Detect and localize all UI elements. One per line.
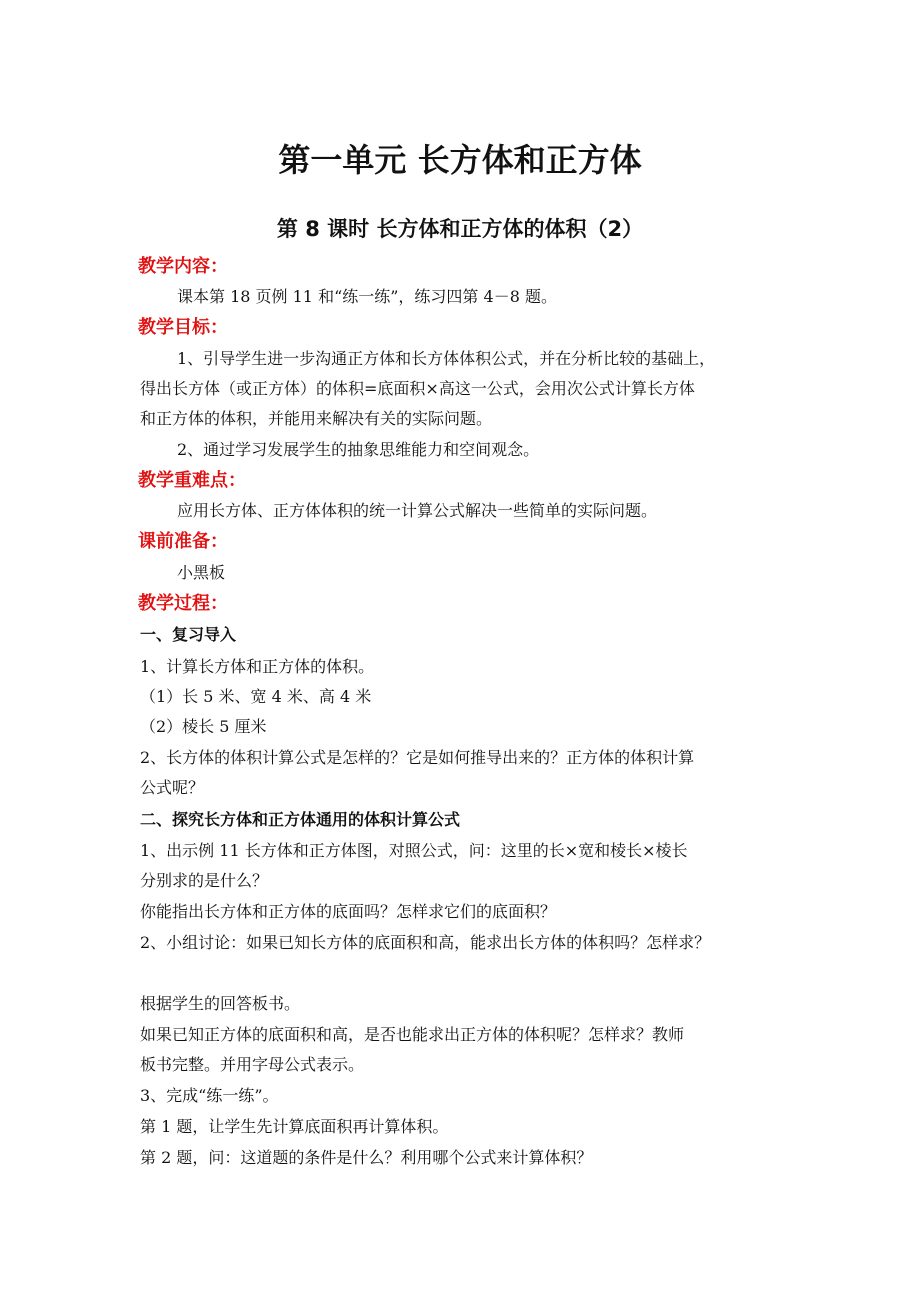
process-heading: 教学过程：: [138, 593, 228, 614]
page-title: 第一单元 长方体和正方体: [278, 141, 642, 179]
content-heading: 教学内容：: [138, 256, 228, 277]
part-2-board-note: 根据学生的回答板书。: [140, 994, 301, 1013]
prep-heading: 课前准备：: [138, 531, 228, 552]
part-1-title: 一、复习导入: [140, 625, 237, 644]
goal-1-line-2: 得出长方体（或正方体）的体积=底面积×高这一公式，会用次公式计算长方体: [140, 379, 695, 398]
goal-2: 2、通过学习发展学生的抽象思维能力和空间观念。: [177, 440, 540, 459]
lesson-subtitle: 第 8 课时 长方体和正方体的体积（2）: [276, 217, 644, 241]
content-text: 课本第 18 页例 11 和“练一练”，练习四第 4－8 题。: [177, 287, 557, 306]
prep-text: 小黑板: [177, 563, 226, 582]
part-1-item-1b: （2）棱长 5 厘米: [140, 717, 267, 736]
goal-1-line-1: 1、引导学生进一步沟通正方体和长方体体积公式，并在分析比较的基础上，: [177, 349, 716, 368]
part-2-item-3: 3、完成“练一练”。: [140, 1086, 279, 1105]
key-text: 应用长方体、正方体体积的统一计算公式解决一些简单的实际问题。: [177, 501, 658, 520]
part-1-item-1a: （1）长 5 米、宽 4 米、高 4 米: [140, 687, 372, 706]
key-heading: 教学重难点：: [138, 470, 246, 491]
part-2-item-1-line-2: 分别求的是什么？: [140, 871, 269, 890]
part-2-title: 二、探究长方体和正方体通用的体积计算公式: [140, 810, 461, 829]
goals-heading: 教学目标：: [138, 317, 228, 338]
part-2-item-2: 2、小组讨论：如果已知长方体的底面积和高，能求出长方体的体积吗？怎样求？: [140, 933, 711, 952]
part-1-item-1: 1、计算长方体和正方体的体积。: [140, 657, 375, 676]
goal-1-line-3: 和正方体的体积，并能用来解决有关的实际问题。: [140, 409, 493, 428]
part-2-item-1-line-1: 1、出示例 11 长方体和正方体图，对照公式，问：这里的长×宽和棱长×棱长: [140, 841, 688, 860]
part-2-cube-line-2: 板书完整。并用字母公式表示。: [140, 1055, 365, 1074]
part-2-question-1: 第 1 题，让学生先计算底面积再计算体积。: [140, 1117, 449, 1136]
part-2-cube-line-1: 如果已知正方体的底面积和高，是否也能求出正方体的体积呢？怎样求？教师: [140, 1025, 685, 1044]
part-2-item-1-line-3: 你能指出长方体和正方体的底面吗？怎样求它们的底面积？: [140, 902, 557, 921]
part-1-item-2-line-1: 2、长方体的体积计算公式是怎样的？它是如何推导出来的？正方体的体积计算: [140, 748, 695, 767]
part-1-item-2-line-2: 公式呢？: [140, 778, 205, 797]
part-2-question-2: 第 2 题，问：这道题的条件是什么？利用哪个公式来计算体积？: [140, 1148, 593, 1167]
